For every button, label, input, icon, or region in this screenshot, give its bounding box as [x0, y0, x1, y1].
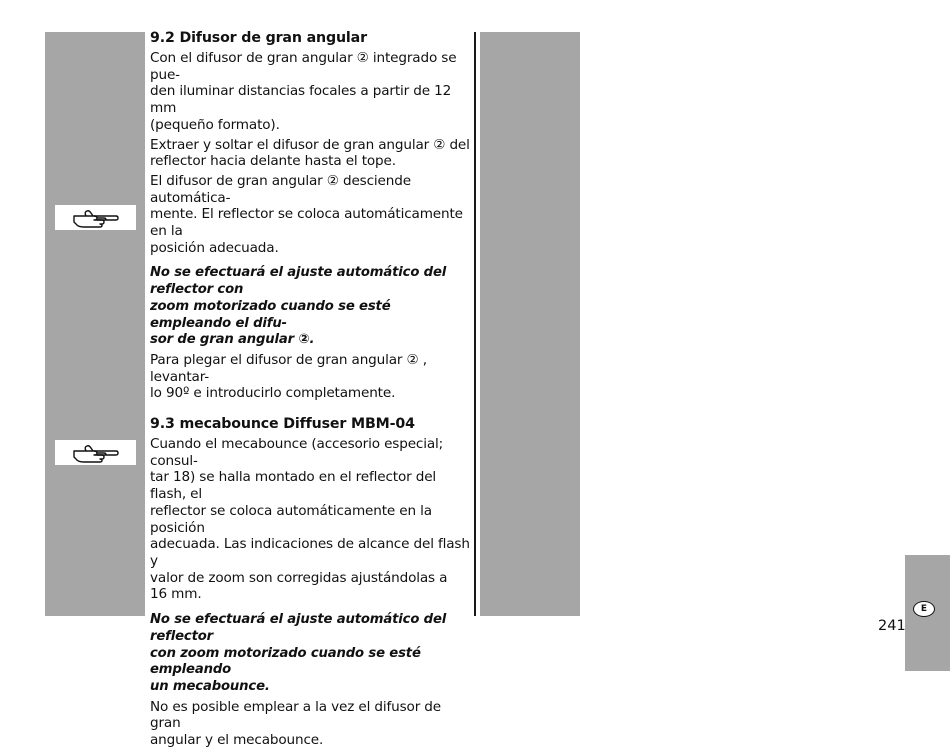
- paragraph: Para plegar el difusor de gran angular ② , levantar- lo 90º e introducirlo completamente.: [150, 351, 427, 402]
- pointing-hand-icon: [55, 205, 136, 230]
- text-column: [150, 28, 472, 749]
- pointing-hand-icon: [55, 440, 136, 465]
- paragraph: El difusor de gran angular ② desciende automática- mente. El reflector se coloca automáticamente en la posición adecuada.: [150, 172, 463, 256]
- section-heading: 9.2 Difusor de gran angular: [150, 30, 367, 46]
- note-paragraph: No se efectuará el ajuste automático del reflector con zoom motorizado cuando se esté empleando el difu- sor de gran angular ②.: [150, 265, 447, 348]
- page-number: 241: [878, 618, 906, 634]
- paragraph: Cuando el mecabounce (accesorio especial; consul- tar 18) se halla montado en el reflector del flash, el reflector se coloca automáticamente en la posición adecuada. Las indicaciones de alcance del flash y valor de zoom son corregidas ajustándolas a 16 mm.: [150, 436, 470, 603]
- paragraph: Con el difusor de gran angular ② integrado se pue- den iluminar distancias focales a partir de 12 mm (pequeño formato).: [150, 50, 457, 133]
- left-margin-strip: [45, 32, 145, 616]
- note-paragraph: No se efectuará el ajuste automático del reflector con zoom motorizado cuando se esté empleando un mecabounce.: [150, 612, 447, 694]
- column-divider: [474, 32, 476, 616]
- section-heading: 9.3 mecabounce Diffuser MBM-04: [150, 416, 415, 433]
- paragraph: Extraer y soltar el difusor de gran angular ② del reflector hacia delante hasta el tope.: [150, 136, 470, 170]
- right-margin-strip: [480, 32, 580, 616]
- language-badge: E: [913, 601, 935, 617]
- paragraph: No es posible emplear a la vez el difusor de gran angular y el mecabounce.: [150, 698, 441, 749]
